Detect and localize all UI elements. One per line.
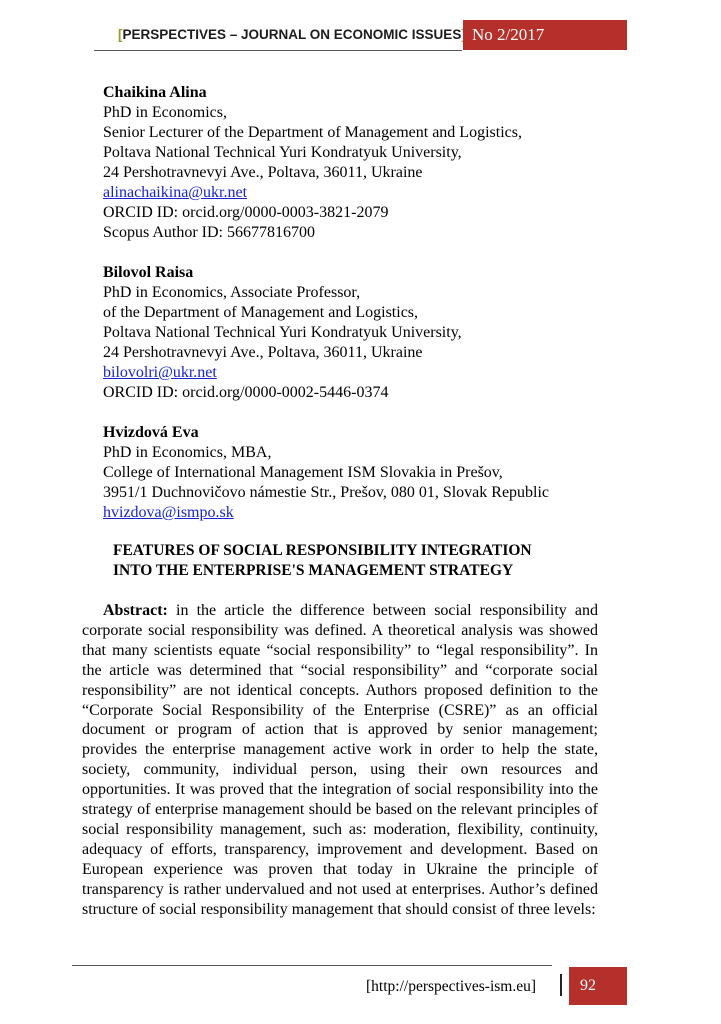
author-line: Senior Lecturer of the Department of Management and Logistics, (103, 124, 522, 141)
article-title-line-1: FEATURES OF SOCIAL RESPONSIBILITY INTEGRATION (113, 542, 532, 559)
author-line: Poltava National Technical Yuri Kondratyuk University, (103, 144, 462, 161)
footer-separator (560, 974, 562, 996)
author-email-link[interactable]: bilovolri@ukr.net (103, 364, 217, 381)
page-header (0, 0, 721, 56)
article-title (113, 541, 613, 581)
author-line: 3951/1 Duchnovičovo námestie Str., Prešov, 080 01, Slovak Republic (103, 484, 550, 501)
issue-badge: No 2/2017 (463, 20, 627, 50)
journal-title (118, 21, 466, 49)
page-number: 92 (569, 967, 627, 1005)
author-line: 24 Pershotravnevyi Ave., Poltava, 36011, Ukraine (103, 344, 423, 361)
abstract (82, 601, 598, 920)
footer-divider (72, 965, 552, 966)
author-block-1 (103, 83, 522, 243)
footer-url[interactable]: [http://perspectives-ism.eu] (366, 978, 537, 995)
journal-name: PERSPECTIVES – JOURNAL ON ECONOMIC ISSUES (122, 27, 462, 42)
author-name: Chaikina Alina (103, 84, 207, 101)
author-line: PhD in Economics, MBA, (103, 444, 272, 461)
author-line: PhD in Economics, (103, 104, 227, 121)
author-line: Poltava National Technical Yuri Kondratyuk University, (103, 324, 462, 341)
author-email-link[interactable]: alinachaikina@ukr.net (103, 184, 248, 201)
author-email-link[interactable]: hvizdova@ismpo.sk (103, 504, 234, 521)
article-title-line-2: INTO THE ENTERPRISE'S MANAGEMENT STRATEGY (113, 562, 514, 579)
author-line: of the Department of Management and Logistics, (103, 304, 419, 321)
author-orcid: ORCID ID: orcid.org/0000-0003-3821-2079 (103, 204, 389, 221)
abstract-text: in the article the difference between social responsibility and corporate social responsibility was defined. A theoretical analysis was showed that many scientists equate “social responsibility” to “legal responsibility”. In the article was determined that “social responsibility” and “corporate social responsibility” are not identical concepts. Authors proposed definition to the “Corporate Social Responsibility of the Enterprise (CSRE)” as an official document or program of action that is approved by senior management; provides the enterprise management active work in order to help the state, society, community, individual person, using their own resources and opportunities. It was proved that the integration of social responsibility into the strategy of enterprise management should be based on the relevant principles of social responsibility management, such as: moderation, flexibility, continuity, adequacy of efforts, transparency, improvement and development. Based on European experience was proven that today in Ukraine the principle of transparency is rather undervalued and not used at enterprises. Author’s defined structure of social responsibility management that should consist of three levels: (82, 602, 598, 918)
abstract-label: Abstract: (103, 602, 168, 619)
author-line: 24 Pershotravnevyi Ave., Poltava, 36011, Ukraine (103, 164, 423, 181)
author-block-3 (103, 423, 549, 523)
author-block-2 (103, 263, 462, 403)
author-name: Bilovol Raisa (103, 264, 194, 281)
header-divider (94, 50, 462, 51)
author-line: PhD in Economics, Associate Professor, (103, 284, 361, 301)
author-scopus: Scopus Author ID: 56677816700 (103, 224, 315, 241)
author-line: College of International Management ISM Slovakia in Prešov, (103, 464, 503, 481)
author-orcid: ORCID ID: orcid.org/0000-0002-5446-0374 (103, 384, 389, 401)
bracket-open: [ (118, 27, 123, 42)
author-name: Hvizdová Eva (103, 424, 199, 441)
